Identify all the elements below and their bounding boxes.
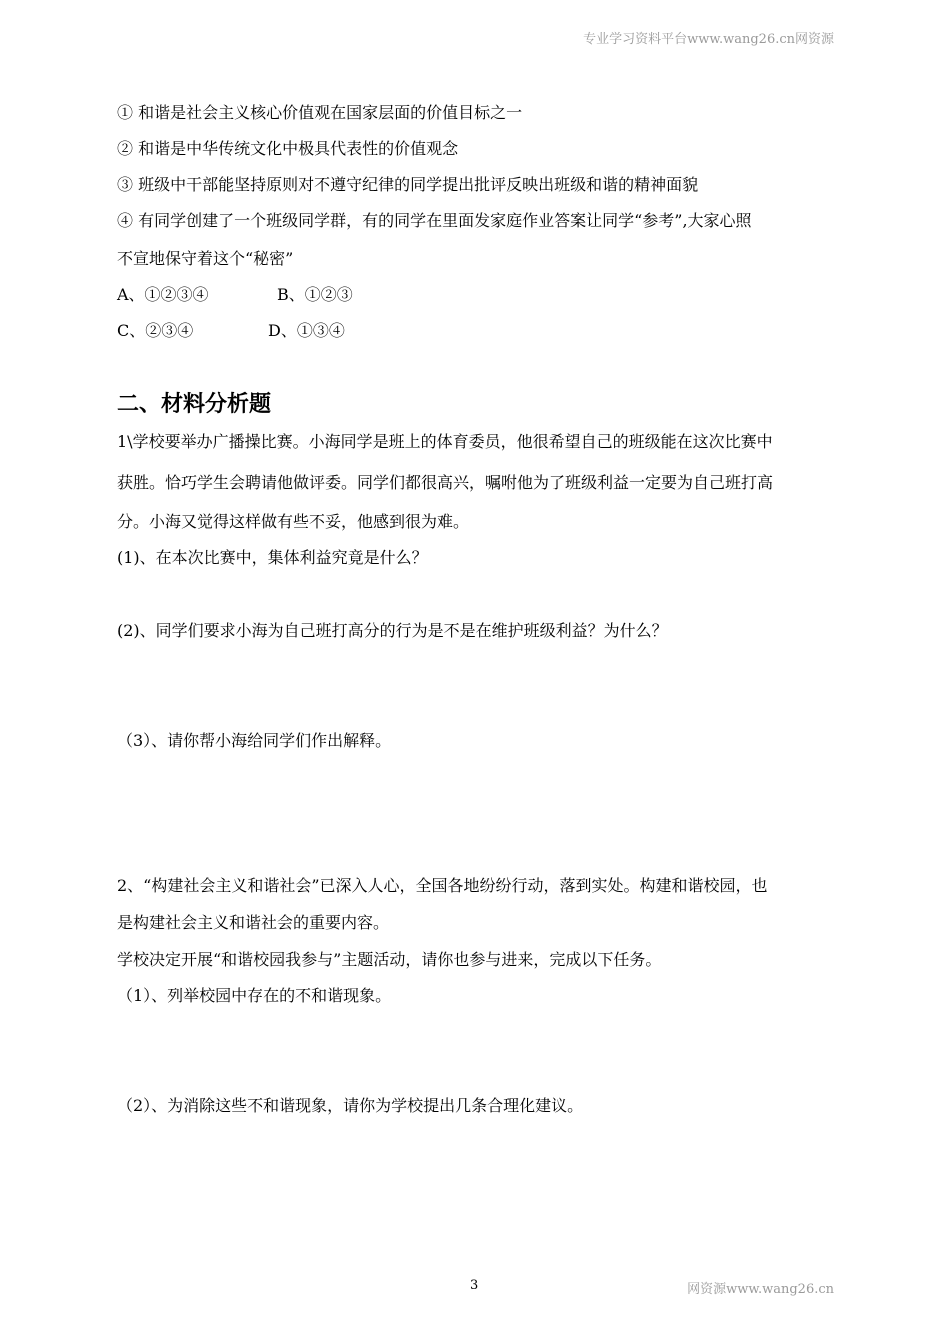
section-title: 二、材料分析题: [117, 392, 272, 417]
choice-c: C、②③④: [117, 321, 194, 340]
q1-line-1: 1\学校要举办广播操比赛。小海同学是班上的体育委员，他很希望自己的班级能在这次比赛中: [117, 432, 773, 451]
q1-sub-2: (2)、同学们要求小海为自己班打高分的行为是不是在维护班级利益？为什么？: [117, 621, 668, 640]
page-number: 3: [470, 1278, 479, 1293]
q2-sub-2: （2）、为消除这些不和谐现象，请你为学校提出几条合理化建议。: [117, 1096, 584, 1115]
choice-b: B、①②③: [277, 285, 353, 304]
option-3: ③ 班级中干部能坚持原则对不遵守纪律的同学提出批评反映出班级和谐的精神面貌: [117, 175, 699, 194]
q2-sub-1: （1）、列举校园中存在的不和谐现象。: [117, 986, 392, 1005]
page-header: 专业学习资料平台www.wang26.cn网资源: [583, 32, 834, 47]
choice-d: D、①③④: [268, 321, 345, 340]
q1-line-2: 获胜。恰巧学生会聘请他做评委。同学们都很高兴，嘱咐他为了班级利益一定要为自己班打高: [117, 473, 774, 492]
q2-line-3: 学校决定开展“和谐校园我参与”主题活动，请你也参与进来，完成以下任务。: [117, 950, 662, 969]
choice-a: A、①②③④: [117, 285, 209, 304]
option-4: ④ 有同学创建了一个班级同学群，有的同学在里面发家庭作业答案让同学“参考”,大家心照: [117, 211, 752, 230]
q1-line-3: 分。小海又觉得这样做有些不妥，他感到很为难。: [117, 512, 470, 531]
footer-site: 网资源www.wang26.cn: [687, 1282, 834, 1297]
option-2: ② 和谐是中华传统文化中极具代表性的价值观念: [117, 139, 459, 158]
q2-line-2: 是构建社会主义和谐社会的重要内容。: [117, 913, 390, 932]
q1-sub-1: (1)、在本次比赛中，集体利益究竟是什么？: [117, 548, 428, 567]
option-1: ① 和谐是社会主义核心价值观在国家层面的价值目标之一: [117, 103, 523, 122]
option-4-cont: 不宣地保守着这个“秘密”: [117, 249, 294, 268]
q1-sub-3: （3）、请你帮小海给同学们作出解释。: [117, 731, 392, 750]
q2-line-1: 2、“构建社会主义和谐社会”已深入人心，全国各地纷纷行动，落到实处。构建和谐校园，也: [117, 876, 768, 895]
